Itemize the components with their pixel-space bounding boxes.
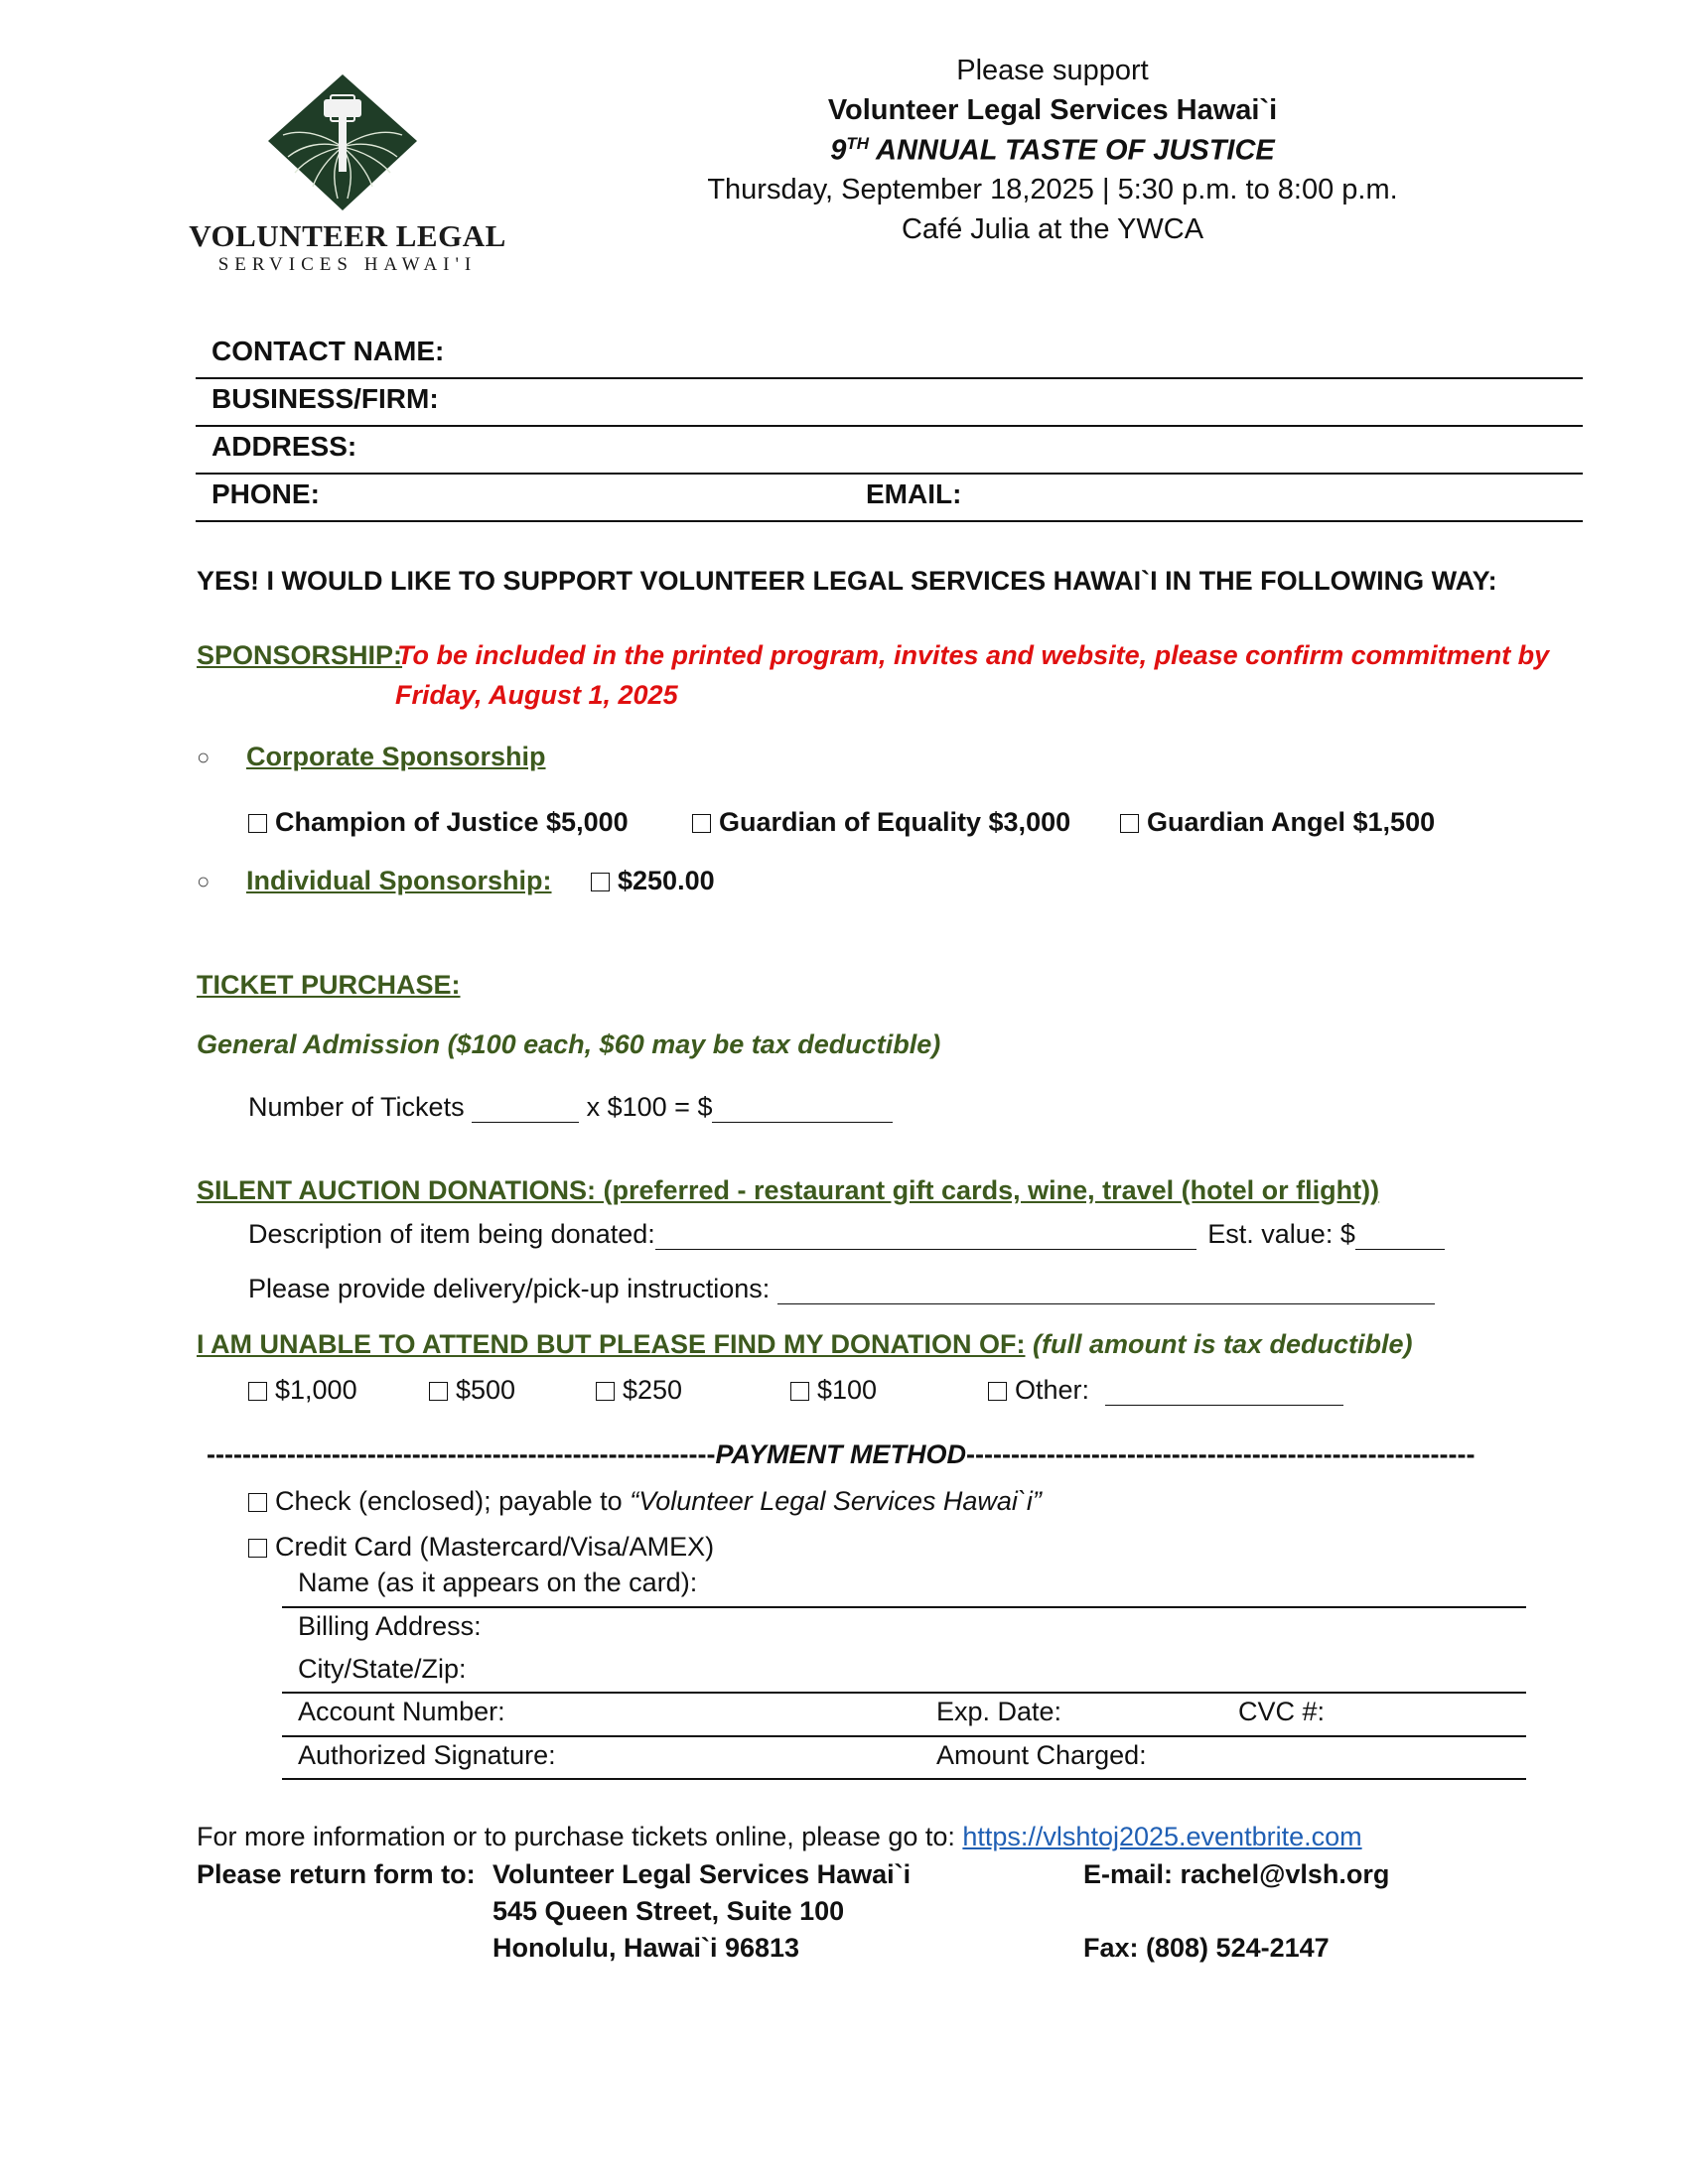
return-address-1: Volunteer Legal Services Hawai`i	[492, 1859, 912, 1889]
donation-heading-row	[197, 1329, 1413, 1360]
donation-250-option[interactable]	[596, 1375, 682, 1406]
logo-text-line2: SERVICES HAWAI'I	[217, 254, 478, 275]
donation-other-field[interactable]	[1105, 1381, 1343, 1406]
number-of-tickets-label: Number of Tickets	[248, 1092, 465, 1122]
ticket-count-row	[248, 1092, 893, 1123]
billing-address-label: Billing Address:	[298, 1611, 482, 1641]
champion-option[interactable]	[248, 807, 629, 838]
delivery-label: Please provide delivery/pick-up instructions:	[248, 1274, 771, 1303]
header-org: Volunteer Legal Services Hawai`i	[827, 94, 1278, 126]
individual-amount: $250.00	[618, 866, 715, 895]
donation-100-label: $100	[817, 1375, 878, 1405]
phone-email-line[interactable]	[196, 520, 1583, 522]
logo-text-line1: VOLUNTEER LEGAL	[189, 218, 506, 253]
header-date-time: Thursday, September 18,2025 | 5:30 p.m. to 8:00 p.m.	[707, 174, 1398, 205]
ticket-total-field[interactable]	[712, 1098, 893, 1123]
credit-card-label: Credit Card (Mastercard/Visa/AMEX)	[275, 1532, 715, 1562]
corporate-radio[interactable]: ○	[197, 745, 211, 769]
footer-info-row	[197, 1822, 1362, 1852]
sponsorship-note-2: Friday, August 1, 2025	[395, 680, 678, 710]
business-label: BUSINESS/FIRM:	[211, 383, 439, 414]
header-venue: Café Julia at the YWCA	[901, 213, 1204, 245]
return-address-3: Honolulu, Hawai`i 96813	[492, 1933, 800, 1963]
header-please-support: Please support	[956, 55, 1149, 86]
guardian-angel-checkbox[interactable]	[1120, 814, 1139, 833]
delivery-field[interactable]	[777, 1280, 1435, 1304]
donation-1000-checkbox[interactable]	[248, 1382, 267, 1401]
header-event	[655, 134, 1450, 168]
guardian-angel-option[interactable]	[1120, 807, 1435, 838]
sponsorship-note-1: To be included in the printed program, invites and website, please confirm commitment by	[397, 640, 1550, 670]
credit-card-checkbox[interactable]	[248, 1539, 267, 1558]
est-value-label: Est. value: $	[1207, 1219, 1355, 1249]
contact-name-label: CONTACT NAME:	[211, 336, 445, 366]
footer-email: E-mail: rachel@vlsh.org	[1083, 1859, 1390, 1889]
donation-100-option[interactable]	[790, 1375, 877, 1406]
donation-heading: I AM UNABLE TO ATTEND BUT PLEASE FIND MY DONATION OF:	[197, 1329, 1026, 1359]
signature-label: Authorized Signature:	[298, 1740, 556, 1770]
champion-label: Champion of Justice $5,000	[275, 807, 629, 837]
check-option[interactable]	[248, 1486, 1042, 1517]
auction-heading: SILENT AUCTION DONATIONS: (preferred - restaurant gift cards, wine, travel (hotel or flight))	[197, 1175, 1380, 1205]
eventbrite-link[interactable]: https://vlshtoj2025.eventbrite.com	[962, 1822, 1362, 1851]
cvc-label: CVC #:	[1238, 1697, 1326, 1726]
general-admission: General Admission ($100 each, $60 may be tax deductible)	[197, 1029, 941, 1059]
ticket-heading: TICKET PURCHASE:	[197, 970, 461, 1000]
exp-date-label: Exp. Date:	[936, 1697, 1062, 1726]
donation-500-label: $500	[456, 1375, 516, 1405]
corporate-sponsorship-label: Corporate Sponsorship	[246, 742, 546, 771]
donation-250-checkbox[interactable]	[596, 1382, 615, 1401]
individual-checkbox[interactable]	[591, 873, 610, 891]
billing-line[interactable]	[282, 1692, 1526, 1694]
event-number: 9	[830, 134, 847, 167]
logo	[184, 69, 511, 278]
card-name-label: Name (as it appears on the card):	[298, 1568, 698, 1597]
return-address-2: 545 Queen Street, Suite 100	[492, 1896, 845, 1926]
check-label: Check (enclosed); payable to	[275, 1486, 631, 1516]
amount-charged-label: Amount Charged:	[936, 1740, 1147, 1770]
donation-other-checkbox[interactable]	[988, 1382, 1007, 1401]
donation-1000-label: $1,000	[275, 1375, 357, 1405]
donation-other-option[interactable]	[988, 1375, 1343, 1406]
auction-description-row	[248, 1219, 1445, 1250]
donation-note: (full amount is tax deductible)	[1033, 1329, 1413, 1359]
return-label: Please return form to:	[197, 1859, 476, 1889]
signature-line[interactable]	[282, 1778, 1526, 1780]
phone-label: PHONE:	[211, 478, 320, 509]
guardian-equality-option[interactable]	[692, 807, 1070, 838]
support-intro: YES! I WOULD LIKE TO SUPPORT VOLUNTEER LEGAL SERVICES HAWAI`I IN THE FOLLOWING WAY:	[197, 566, 1497, 596]
donation-1000-option[interactable]	[248, 1375, 357, 1406]
footer-info: For more information or to purchase tickets online, please go to:	[197, 1822, 963, 1851]
guardian-equality-checkbox[interactable]	[692, 814, 711, 833]
guardian-angel-label: Guardian Angel $1,500	[1147, 807, 1436, 837]
individual-option[interactable]	[591, 866, 715, 896]
donation-500-checkbox[interactable]	[429, 1382, 448, 1401]
business-line[interactable]	[196, 425, 1583, 427]
sponsorship-heading: SPONSORSHIP:	[197, 640, 403, 670]
address-label: ADDRESS:	[211, 431, 357, 462]
auction-delivery-row	[248, 1274, 1435, 1304]
check-payee: “Volunteer Legal Services Hawai`i”	[630, 1486, 1042, 1516]
credit-card-option[interactable]	[248, 1532, 714, 1563]
donation-other-label: Other:	[1015, 1375, 1090, 1405]
address-line[interactable]	[196, 473, 1583, 475]
event-name: ANNUAL TASTE OF JUSTICE	[869, 134, 1275, 167]
donation-250-label: $250	[623, 1375, 683, 1405]
est-value-field[interactable]	[1355, 1225, 1445, 1250]
city-state-zip-label: City/State/Zip:	[298, 1654, 467, 1684]
contact-name-line[interactable]	[196, 377, 1583, 379]
description-label: Description of item being donated:	[248, 1219, 655, 1249]
payment-divider	[207, 1439, 1527, 1470]
footer-fax: Fax: (808) 524-2147	[1083, 1933, 1330, 1963]
payment-divider-right: ---------------------------------------------------------	[966, 1439, 1476, 1469]
individual-radio[interactable]: ○	[197, 869, 211, 893]
donation-100-checkbox[interactable]	[790, 1382, 809, 1401]
account-line[interactable]	[282, 1735, 1526, 1737]
ticket-price-label: x $100 = $	[586, 1092, 713, 1122]
payment-method-title: PAYMENT METHOD	[715, 1439, 966, 1469]
event-number-suffix: TH	[846, 134, 870, 153]
account-number-label: Account Number:	[298, 1697, 505, 1726]
email-label: EMAIL:	[866, 478, 962, 509]
ticket-count-field[interactable]	[472, 1098, 579, 1123]
individual-sponsorship-label: Individual Sponsorship:	[246, 866, 552, 895]
champion-checkbox[interactable]	[248, 814, 267, 833]
check-checkbox[interactable]	[248, 1493, 267, 1512]
description-field[interactable]	[655, 1225, 1196, 1250]
gavel-logo-icon	[184, 69, 511, 218]
payment-divider-left: ---------------------------------------------------------	[207, 1439, 716, 1469]
guardian-equality-label: Guardian of Equality $3,000	[719, 807, 1071, 837]
donation-500-option[interactable]	[429, 1375, 515, 1406]
card-name-line[interactable]	[282, 1606, 1526, 1608]
